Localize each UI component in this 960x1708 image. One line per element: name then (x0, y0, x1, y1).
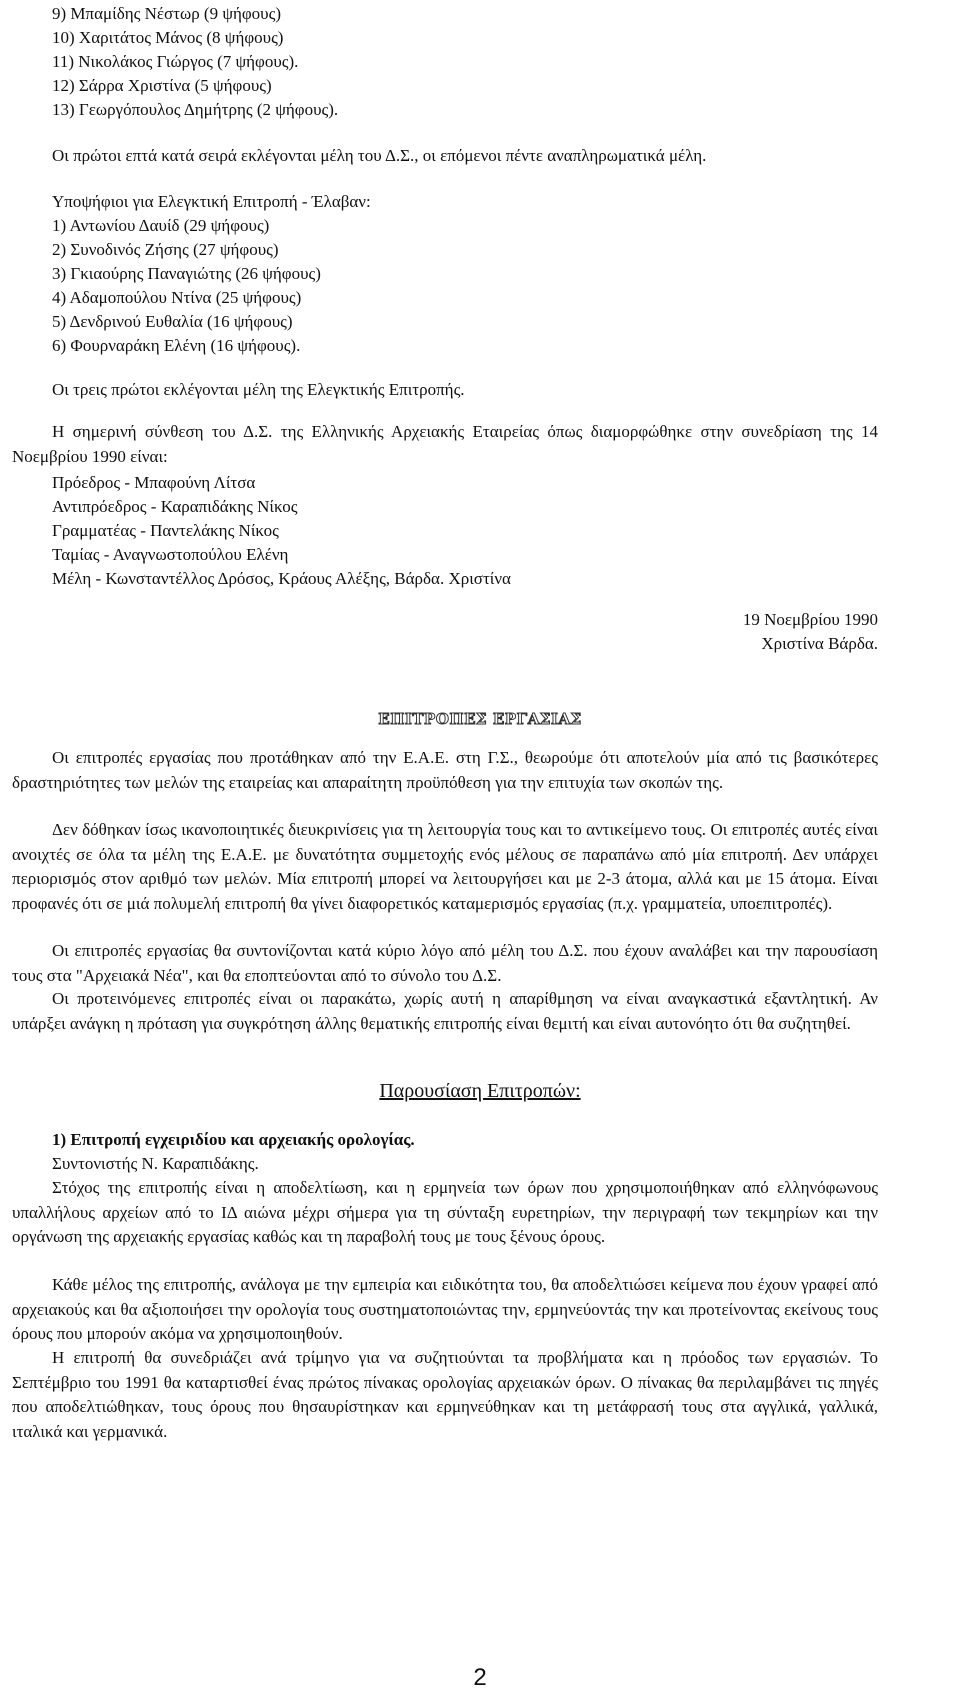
audit-candidate-item: 2) Συνοδινός Ζήσης (27 ψήφους) (52, 240, 279, 259)
signature-name: Χριστίνα Βάρδα. (761, 634, 878, 653)
audit-candidates-intro: Υποψήφιοι για Ελεγκτική Επιτροπή - Έλαβαν: (52, 192, 371, 211)
committee-goal-paragraph: Στόχος της επιτροπής είναι η αποδελτίωση, και η ερμηνεία των όρων που χρησιμοποιήθηκαν από ελληνόφωνους υπαλλήλους αρχείων από το ΙΔ αιώνα μέχρι σήμερα για τη σύνταξη ευρετηρίων, την περιγραφή των τεκμηρίων και την οργάνωση της αρχειακής εργασίας καθώς και τη παραβολή τους με τους ξένους όρους. (12, 1178, 878, 1246)
board-election-note: Οι πρώτοι επτά κατά σειρά εκλέγονται μέλη του Δ.Σ., οι επόμενοι πέντε αναπληρωματικά μέλη. (52, 146, 707, 165)
audit-candidate-item: 3) Γκιαούρης Παναγιώτης (26 ψήφους) (52, 264, 321, 283)
board-member-line: Μέλη - Κωνσταντέλλος Δρόσος, Κράους Αλέξης, Βάρδα. Χριστίνα (52, 569, 511, 588)
board-member-line: Γραμματέας - Παντελάκης Νίκος (52, 521, 279, 540)
board-result-item: 10) Χαριτάτος Μάνος (8 ψήφους) (52, 28, 284, 47)
audit-candidate-item: 4) Αδαμοπούλου Ντίνα (25 ψήφους) (52, 288, 302, 307)
board-result-item: 9) Μπαμίδης Νέστωρ (9 ψήφους) (52, 4, 281, 23)
audit-candidate-item: 6) Φουρναράκη Ελένη (16 ψήφους). (52, 336, 301, 355)
board-composition-intro: Η σημερινή σύνθεση του Δ.Σ. της Ελληνικής Αρχειακής Εταιρείας όπως διαμορφώθηκε στην συνεδρίαση της 14 Νοεμβρίου 1990 είναι: (12, 422, 878, 466)
committee-title: 1) Επιτροπή εγχειριδίου και αρχειακής ορολογίας. (52, 1130, 415, 1149)
paragraph-function: Δεν δόθηκαν ίσως ικανοποιητικές διευκρινίσεις για τη λειτουργία τους και το αντικείμενο τους. Οι επιτροπές αυτές είναι ανοιχτές σε όλα τα μέλη της Ε.Α.Ε. με δυνατότητα συμμετοχής ενός μέλους σε παραπάνω από μία επιτροπή. Δεν υπάρχει περιορισμός στον αριθμό των μελών. Μία επιτροπή μπορεί να λειτουργήσει και με 2-3 άτομα, αλλά και με 15 άτομα. Είναι προφανές ότι σε μιά πολυμελή επιτροπή θα γίνει διαφορετικός καταμερισμός εργασίας (π.χ. γραμματεία, υποεπιτροπές). (12, 820, 878, 913)
board-member-line: Πρόεδρος - Μπαφούνη Λίτσα (52, 473, 256, 492)
board-member-line: Ταμίας - Αναγνωστοπούλου Ελένη (52, 545, 289, 564)
section-title: ΕΠΙΤΡΟΠΕΣ ΕΡΓΑΣΙΑΣ (378, 710, 582, 728)
board-member-line: Αντιπρόεδρος - Καραπιδάκης Νίκος (52, 497, 298, 516)
committee-method-paragraph: Κάθε μέλος της επιτροπής, ανάλογα με την εμπειρία και ειδικότητα του, θα αποδελτιώσει κείμενα που έχουν γραφεί από αρχειακούς και θα αξιοποιήσει την ορολογία τους συστηματοποιώντας την, ερμηνεύοντάς την και προτείνοντας εκείνους τους όρους που μπορούν ακόμα να χρησιμοποιηθούν. (12, 1275, 878, 1343)
paragraph-proposed: Οι προτεινόμενες επιτροπές είναι οι παρακάτω, χωρίς αυτή η απαρίθμηση να είναι αναγκαστικά εξαντλητική. Αν υπάρξει ανάγκη η πρόταση για συγκρότηση άλλης θεματικής επιτροπής είναι θεμιτή και είναι αυτονόητο ότι θα συζητηθεί. (12, 989, 878, 1033)
paragraph-coordination: Οι επιτροπές εργασίας θα συντονίζονται κατά κύριο λόγο από μέλη του Δ.Σ. που έχουν αναλάβει και την παρουσίαση τους στα "Αρχειακά Νέα", και θα εποπτεύονται από το σύνολο του Δ.Σ. (12, 941, 878, 985)
board-result-item: 13) Γεωργόπουλος Δημήτρης (2 ψήφους). (52, 100, 339, 119)
board-result-item: 12) Σάρρα Χριστίνα (5 ψήφους) (52, 76, 272, 95)
paragraph-intro: Οι επιτροπές εργασίας που προτάθηκαν από την Ε.Α.Ε. στη Γ.Σ., θεωρούμε ότι αποτελούν μία από τις βασικότερες δραστηριότητες των μελών της εταιρείας και απαραίτητη προϋπόθεση για την επιτυχία των σκοπών της. (12, 748, 878, 792)
board-result-item: 11) Νικολάκος Γιώργος (7 ψήφους). (52, 52, 299, 71)
committee-coordinator: Συντονιστής Ν. Καραπιδάκης. (52, 1154, 259, 1173)
page-number: 2 (473, 1664, 487, 1691)
committee-schedule-paragraph: Η επιτροπή θα συνεδριάζει ανά τρίμηνο για να συζητιούνται τα προβλήματα και η πρόοδος των εργασιών. Το Σεπτέμβριο του 1991 θα καταρτισθεί ένας πρώτος πίνακας ορολογίας αρχειακών όρων. Ο πίνακας θα περιλαμβάνει τις πηγές που αποδελτιώθηκαν, τους όρους που θησαυρίστηκαν και ερμηνεύθηκαν και τη μετάφρασή τους στα αγγλικά, γαλλικά, ιταλικά και γερμανικά. (12, 1348, 878, 1441)
audit-candidate-item: 5) Δενδρινού Ευθαλία (16 ψήφους) (52, 312, 293, 331)
presentation-heading: Παρουσίαση Επιτροπών: (379, 1080, 581, 1102)
audit-candidate-item: 1) Αντωνίου Δαυίδ (29 ψήφους) (52, 216, 270, 235)
signature-date: 19 Νοεμβρίου 1990 (742, 610, 878, 629)
audit-election-note: Οι τρεις πρώτοι εκλέγονται μέλη της Ελεγκτικής Επιτροπής. (52, 380, 465, 399)
